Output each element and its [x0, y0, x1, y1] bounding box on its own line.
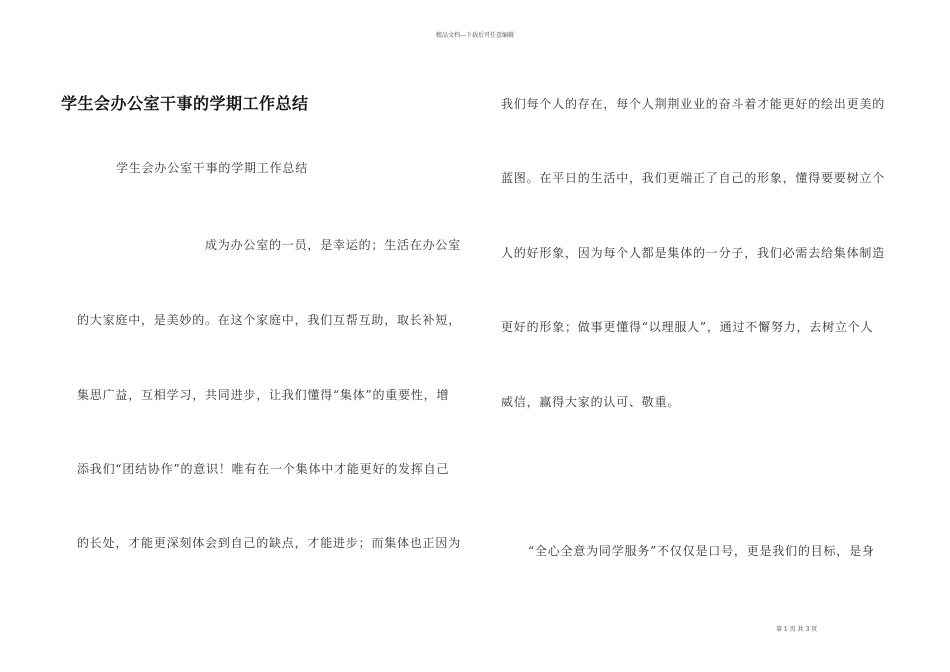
left-subtitle-line: 学生会办公室干事的学期工作总结: [116, 161, 309, 175]
right-paragraph-line: 威信，赢得大家的认可、敬重。: [501, 395, 681, 409]
page-number: 第 1 页 共 3 页: [776, 626, 818, 633]
left-paragraph-line: 的大家庭中，是美妙的。在这个家庭中，我们互帮互助，取长补短，: [77, 313, 462, 327]
document-title: 学生会办公室干事的学期工作总结: [61, 94, 309, 113]
right-paragraph-line: 更好的形象；做事更懂得“以理服人”，通过不懈努力，去树立个人: [501, 320, 874, 334]
right-paragraph-line: “全心全意为同学服务”不仅仅是口号，更是我们的目标，是身: [528, 544, 875, 558]
left-paragraph-line: 的长处，才能更深刻体会到自己的缺点，才能进步；而集体也正因为: [77, 536, 462, 550]
left-paragraph-line: 添我们“团结协作”的意识！唯有在一个集体中才能更好的发挥自己: [77, 462, 450, 476]
right-paragraph-line: 我们每个人的存在，每个人荆荆业业的奋斗着才能更好的绘出更美的: [501, 97, 886, 111]
left-paragraph-line: 集思广益，互相学习，共同进步，让我们懂得“集体”的重要性，增: [77, 388, 450, 402]
left-paragraph-line: 成为办公室的一员，是幸运的；生活在办公室: [205, 238, 462, 252]
page-header-note: 精品文档---下载后可任意编辑: [435, 32, 515, 39]
right-paragraph-line: 蓝图。在平日的生活中，我们更端正了自己的形象，懂得要要树立个: [501, 171, 886, 185]
right-paragraph-line: 人的好形象，因为每个人都是集体的一分子，我们必需去给集体制造: [501, 246, 886, 260]
